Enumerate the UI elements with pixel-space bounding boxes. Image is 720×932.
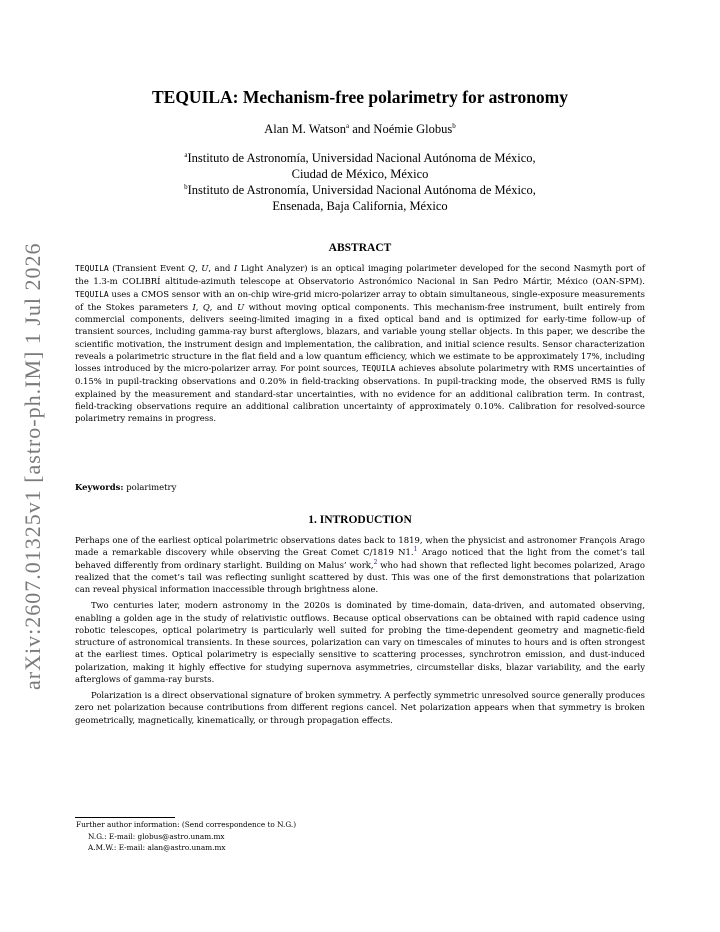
symbol: U (201, 263, 209, 273)
keywords-value: polarimetry (123, 482, 177, 492)
footnote-email: N.G.: E-mail: globus@astro.unam.mx (88, 831, 225, 841)
footnote-line: Further author information: (Send correspondence to N.G.) (76, 820, 297, 829)
abstract-text: without moving optical components. This mechanism-free instrument, built entirely from commercial components, delivers seeing-limited imaging in a fixed optical band and is optimized for early-time follow-up of transient sources, including gamma-ray burst afterglows, blazars, and variable young stellar objects. In this paper, we describe the scientific motivation, the instrument design and implementation, the calibration, and initial science results. Sensor characterization reveals a polarimetric structure in the flat field and a low quantum efficiency, which we estimate to be approximately 17%, including losses introduced by the micro-polarizer array. For point sources, (75, 301, 645, 373)
abstract-text: Light Analyzer) is an optical imaging polarimeter developed for the second Nasmyth port of the 1.3-m COLIBRÍ altitude-azimuth telescope at Observatorio Astronómico Nacional in San Pedro Mártir, México (OAN-SPM). (75, 263, 645, 287)
paragraph-text: Arago noticed that the light from the comet’s tail behaved differently from ordinary starlight. Building on Malus’ work, (75, 547, 645, 570)
instrument-name: TEQUILA (361, 364, 396, 373)
abstract-text: , and (208, 263, 234, 273)
affiliation-text: Instituto de Astronomía, Universidad Nacional Autónoma de México, (187, 151, 536, 165)
introduction-paragraph (75, 534, 645, 595)
author-name: Noémie Globus (373, 122, 453, 136)
affiliation-marker: b (184, 182, 188, 191)
paragraph-text: who had shown that reflected light becomes polarized, Arago realized that the comet’s tail was reflecting sunlight scattered by dust. This was one of the first demonstrations that polarization can reveal physical information inaccessible through brightness alone. (75, 559, 646, 594)
affiliation-marker: a (346, 121, 350, 130)
affiliation-b-city: Ensenada, Baja California, México (272, 199, 448, 213)
symbol: Q (202, 301, 210, 312)
introduction-body (75, 534, 645, 726)
arxiv-identifier: arXiv:2607.01325v1 [astro-ph.IM] 1 Jul 2026 (20, 242, 45, 690)
introduction-paragraph: Polarization is a direct observational signature of broken symmetry. A perfectly symmetric unresolved source generally produces zero net polarization because contributions from different regions cancel. Net polarization appears when that symmetry is broken geometrically, magnetically, kinematically, or through propagation effects. (75, 690, 645, 725)
keywords-label: Keywords: (75, 482, 124, 492)
symbol: Q (188, 263, 196, 273)
abstract-body (75, 262, 645, 424)
citation-link[interactable]: 1 (413, 546, 418, 554)
affiliations (75, 150, 645, 214)
affiliation-text: Instituto de Astronomía, Universidad Nacional Autónoma de México, (187, 183, 536, 197)
affiliation-marker: a (184, 150, 188, 159)
affiliation-a (75, 150, 645, 166)
affiliation-marker: b (452, 121, 456, 130)
instrument-name: TEQUILA (75, 289, 109, 299)
abstract-text: , and (209, 301, 238, 312)
abstract-text: (Transient Event (108, 263, 189, 273)
introduction-heading: 1. INTRODUCTION (308, 514, 412, 526)
abstract-text: uses a CMOS sensor with an on-chip wire-grid micro-polarizer array to obtain simultaneous, single-exposure measurements of the Stokes parameters (75, 288, 645, 312)
symbol: I (192, 301, 196, 312)
citation-link[interactable]: 2 (373, 558, 378, 566)
abstract-text: achieves absolute polarimetry with RMS uncertainties of 0.15% in pupil-tracking observations and 0.20% in field-tracking observations. In pupil-tracking mode, the observed RMS is fully explained by the measurement and standard-star uncertainties, with no evidence for an additional calibration term. In contrast, field-tracking observations require an additional calibration uncertainty of approximately 0.10%. Calibration for resolved-source polarimetry remains in progress. (75, 363, 645, 423)
affiliation-b (75, 182, 645, 198)
symbol: U (237, 301, 245, 312)
abstract-text: , (195, 301, 203, 312)
affiliation-a-city: Ciudad de México, México (291, 167, 429, 181)
abstract-heading: ABSTRACT (328, 242, 392, 254)
introduction-paragraph: Two centuries later, modern astronomy in the 2020s is dominated by time-domain, data-driven, and automated observing, enabling a golden age in the study of relativistic outflows. Because optical observations can be obtained with rapid cadence using robotic telescopes, optical polarimetry is particularly well suited for probing the time-dependent geometry and magnetic-field structure of astronomical transients. In these sources, polarization can vary on timescales of minutes to hours and is often strongest at the earliest times. Optical polarimetry is especially sensitive to scattering processes, synchrotron emission, and dust-induced polarization, making it highly effective for studying supernova asymmetries, circumstellar disks, blazar variability, and the early afterglows of gamma-ray bursts. (75, 600, 645, 684)
paper-title: TEQUILA: Mechanism-free polarimetry for astronomy (151, 87, 569, 107)
abstract-text: , (195, 263, 202, 273)
author-line (75, 122, 645, 137)
instrument-name: TEQUILA (75, 264, 109, 273)
author-conjunction: and (349, 122, 374, 136)
footnote-email: A.M.W.: E-mail: alan@astro.unam.mx (88, 843, 226, 852)
author-name: Alan M. Watson (264, 122, 346, 136)
footnotes (76, 819, 297, 854)
footnote-rule (75, 817, 175, 818)
keywords (75, 482, 176, 492)
paragraph-text: Perhaps one of the earliest optical polarimetric observations dates back to 1819, when the physicist and astronomer François Arago made a remarkable discovery while observing the Great Comet C/1819 N1. (75, 535, 645, 558)
symbol: I (233, 263, 238, 273)
